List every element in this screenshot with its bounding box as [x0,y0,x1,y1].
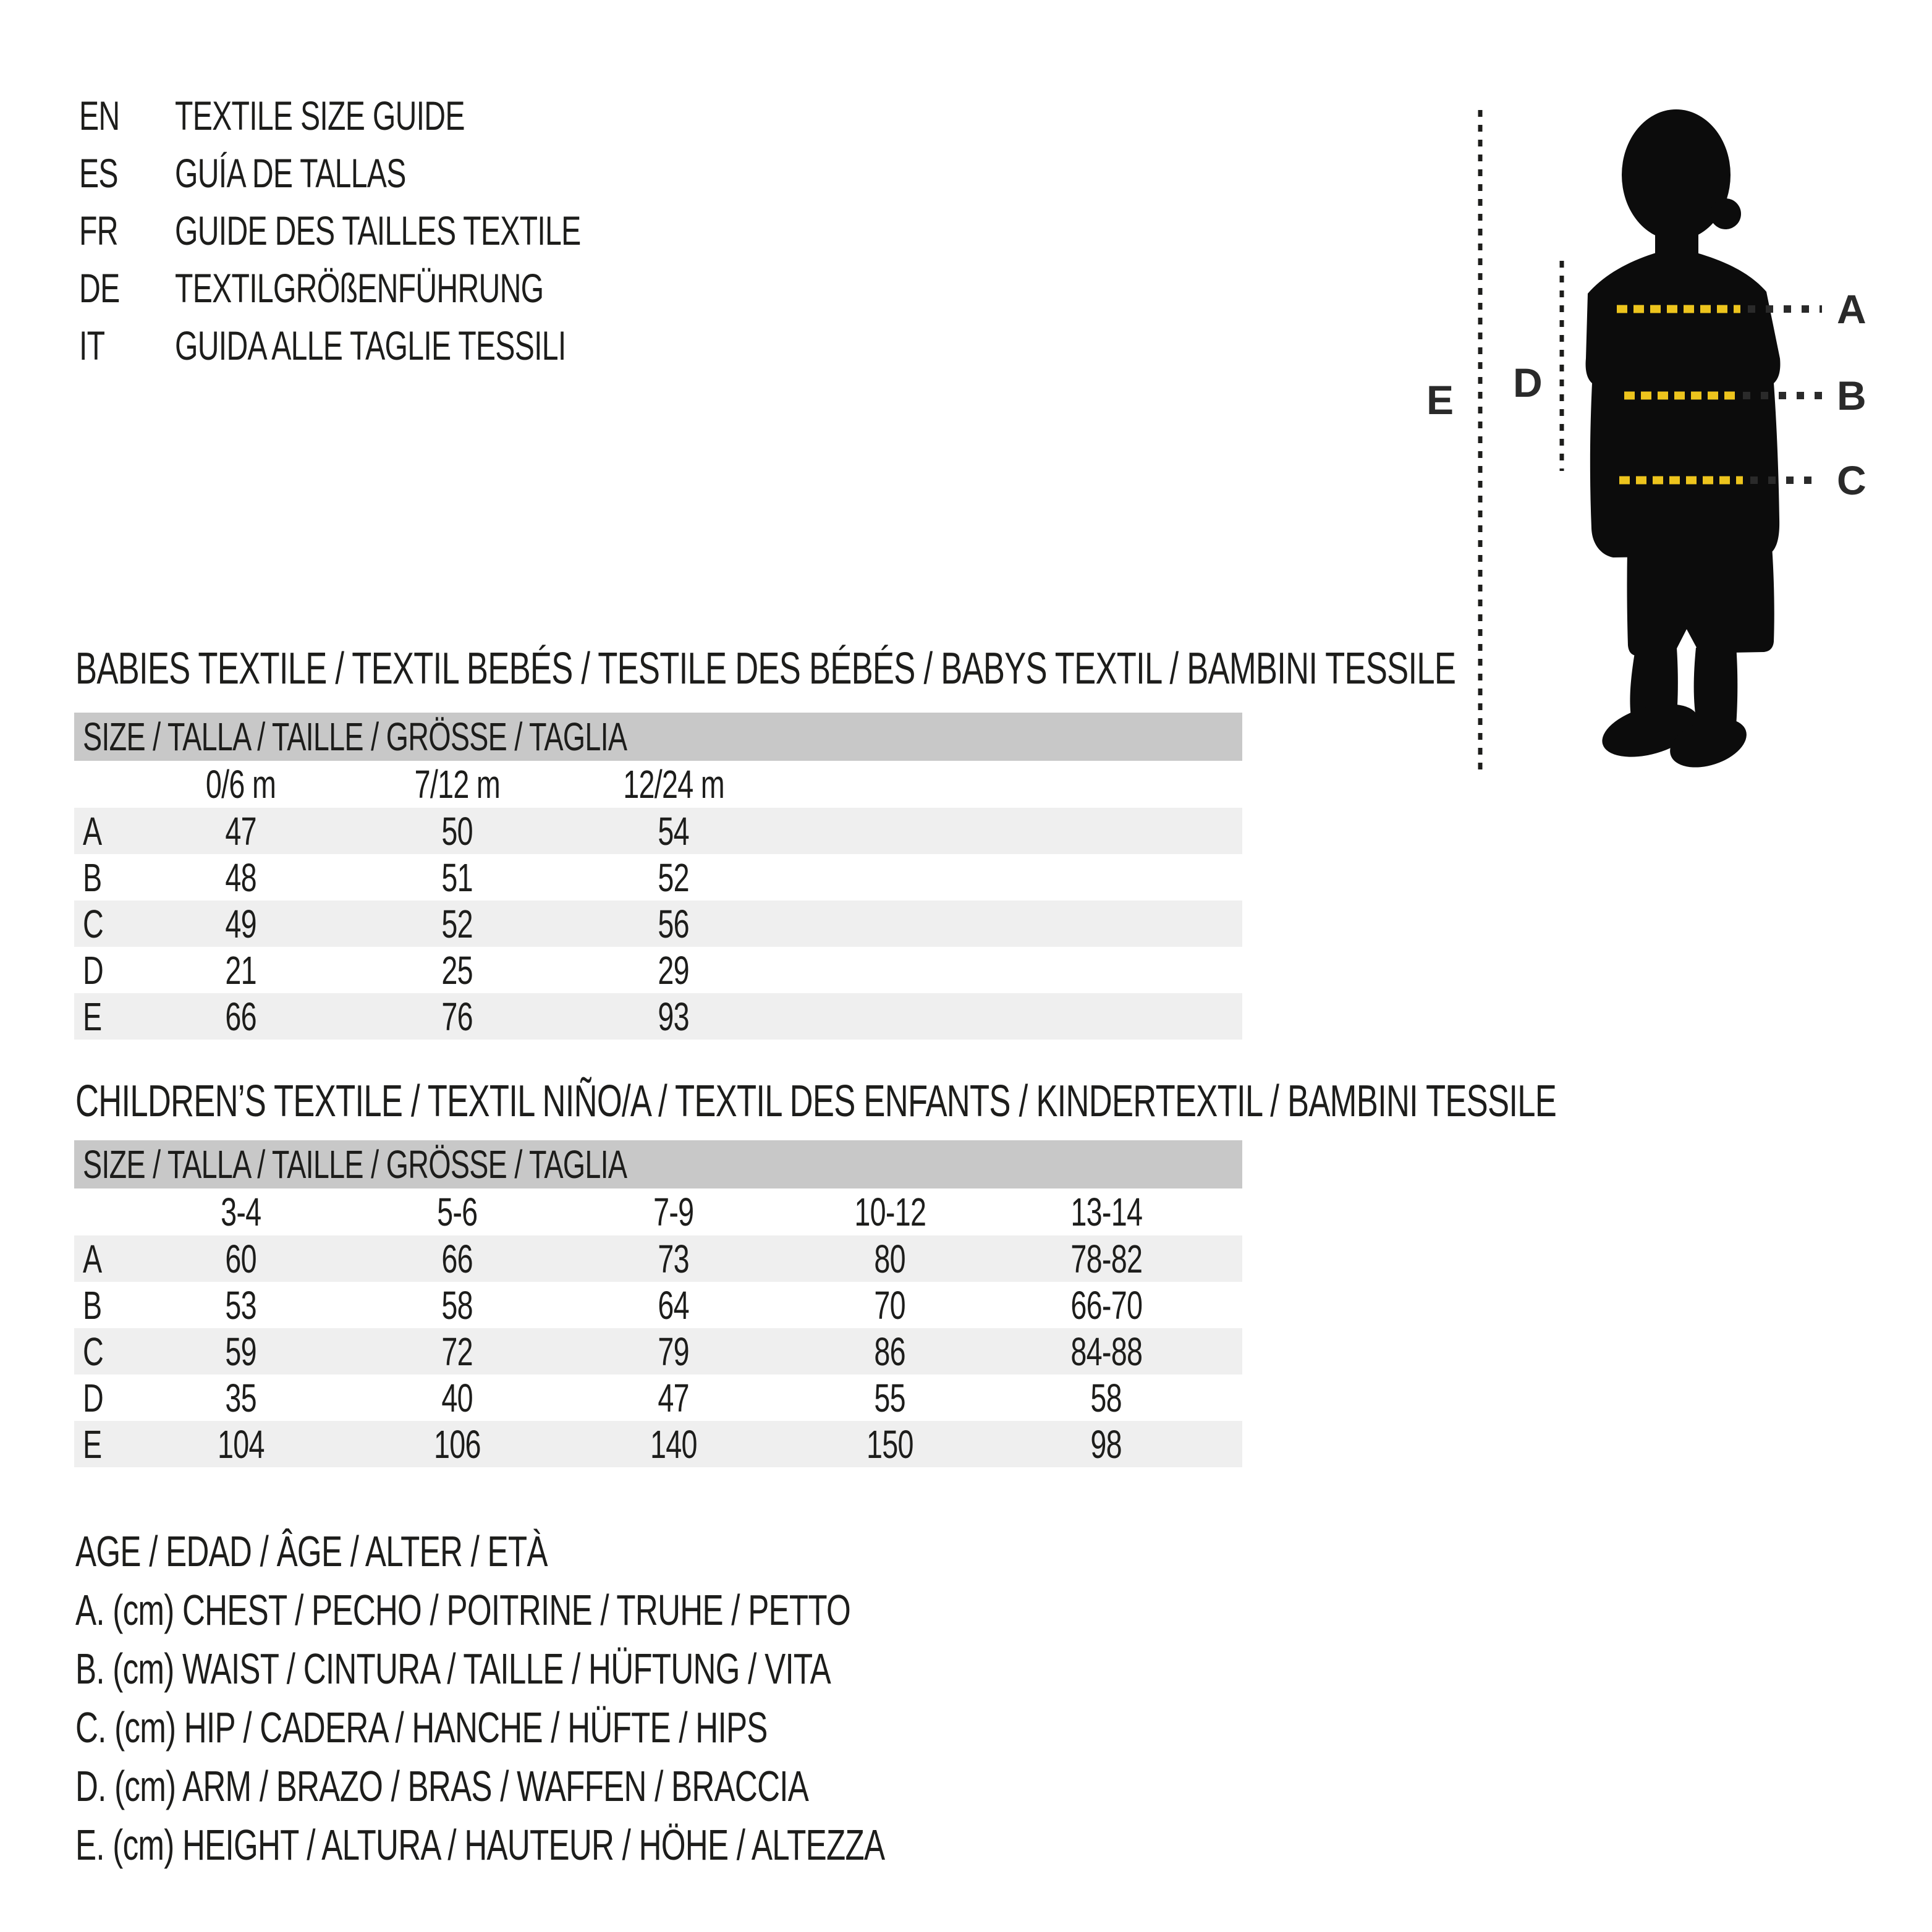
age-column-header: 12/24 m [623,762,724,807]
cell: 58 [1090,1375,1122,1420]
row-label: E [83,1421,102,1467]
cell: 84-88 [1070,1329,1142,1374]
table-row-d [74,1375,1242,1421]
language-row-fr [79,201,731,259]
cell: 55 [874,1375,906,1420]
row-label: E [83,994,102,1039]
cell: 98 [1090,1421,1122,1467]
children-section-title: CHILDREN’S TEXTILE / TEXTIL NIÑO/A / TEXTIL DES ENFANTS / KINDERTEXTIL / BAMBINI TESSILE [75,1077,1557,1126]
table-row-c [74,1328,1242,1375]
cell: 58 [441,1282,473,1328]
measurement-legend [75,1522,1184,1874]
cell: 66 [225,994,257,1039]
language-title: GUIDA ALLE TAGLIE TESSILI [175,322,566,368]
babies-age-header-row [74,761,1242,808]
measure-label-d: D [1513,360,1543,405]
language-row-it [79,316,731,374]
cell: 35 [225,1375,257,1420]
cell: 51 [441,855,473,900]
table-row-a [74,808,1242,854]
table-row-e [74,993,1242,1040]
age-column-header: 3-4 [221,1190,261,1234]
language-title: TEXTILGRÖßENFÜHRUNG [175,265,544,311]
cell: 140 [650,1421,697,1467]
legend-line-waist: B. (cm) WAIST / CINTURA / TAILLE / HÜFTUNG / VITA [75,1644,831,1693]
row-label: C [83,1329,104,1374]
cell: 25 [441,947,473,993]
language-code: ES [79,150,118,196]
age-column-header: 7/12 m [414,762,501,807]
babies-size-table [74,713,1242,1040]
language-row-es [79,144,731,201]
language-code: IT [79,322,105,368]
silhouette-torso [1586,252,1781,557]
cell: 73 [658,1236,690,1281]
language-list [79,87,731,374]
cell: 56 [658,901,690,946]
cell: 48 [225,855,257,900]
row-label: D [83,947,104,993]
silhouette-shorts [1627,523,1774,656]
table-row-d [74,947,1242,993]
cell: 29 [658,947,690,993]
cell: 72 [441,1329,473,1374]
legend-line-hip: C. (cm) HIP / CADERA / HANCHE / HÜFTE / HIPS [75,1703,768,1752]
children-size-table [74,1140,1242,1467]
cell: 150 [866,1421,913,1467]
table-row-e [74,1421,1242,1467]
language-code: DE [79,265,120,311]
child-silhouette-figure [1409,93,1904,810]
row-label: D [83,1375,104,1420]
table-row-a [74,1235,1242,1282]
language-title: GUIDE DES TAILLES TEXTILE [175,207,581,253]
children-age-header-row [74,1188,1242,1235]
measure-label-a: A [1837,286,1866,332]
language-row-en [79,87,731,144]
cell: 50 [441,808,473,854]
cell: 59 [225,1329,257,1374]
cell: 52 [441,901,473,946]
cell: 104 [218,1421,265,1467]
cell: 60 [225,1236,257,1281]
legend-line-arm: D. (cm) ARM / BRAZO / BRAS / WAFFEN / BRACCIA [75,1761,809,1810]
cell: 78-82 [1070,1236,1142,1281]
row-label: A [83,1236,102,1281]
language-title: TEXTILE SIZE GUIDE [175,92,465,138]
cell: 66-70 [1070,1282,1142,1328]
cell: 52 [658,855,690,900]
legend-line-height: E. (cm) HEIGHT / ALTURA / HAUTEUR / HÖHE / ALTEZZA [75,1820,885,1869]
measure-label-c: C [1837,457,1866,503]
row-label: B [83,855,102,900]
babies-size-header-bar: SIZE / TALLA / TAILLE / GRÖSSE / TAGLIA [74,713,1242,761]
cell: 79 [658,1329,690,1374]
age-column-header: 7-9 [653,1190,694,1234]
cell: 49 [225,901,257,946]
cell: 53 [225,1282,257,1328]
cell: 47 [658,1375,690,1420]
language-row-de [79,259,731,316]
age-column-header: 10-12 [854,1190,926,1234]
age-column-header: 5-6 [437,1190,478,1234]
row-label: A [83,808,102,854]
age-column-header: 0/6 m [206,762,276,807]
cell: 66 [441,1236,473,1281]
measure-label-e: E [1426,377,1454,423]
measure-label-b: B [1837,373,1866,418]
cell: 21 [225,947,257,993]
silhouette-ear [1710,198,1741,229]
table-row-b [74,1282,1242,1328]
cell: 86 [874,1329,906,1374]
language-code: EN [79,92,120,138]
legend-line-age: AGE / EDAD / ÂGE / ALTER / ETÀ [75,1527,548,1575]
cell: 80 [874,1236,906,1281]
babies-section-title: BABIES TEXTILE / TEXTIL BEBÉS / TESTILE DES BÉBÉS / BABYS TEXTIL / BAMBINI TESSILE [75,644,1456,693]
row-label: C [83,901,104,946]
legend-line-chest: A. (cm) CHEST / PECHO / POITRINE / TRUHE / PETTO [75,1585,850,1634]
cell: 70 [874,1282,906,1328]
cell: 106 [434,1421,481,1467]
cell: 40 [441,1375,473,1420]
table-row-b [74,854,1242,900]
table-row-c [74,900,1242,947]
language-code: FR [79,207,118,253]
cell: 47 [225,808,257,854]
cell: 93 [658,994,690,1039]
row-label: B [83,1282,102,1328]
age-column-header: 13-14 [1070,1190,1142,1234]
cell: 54 [658,808,690,854]
children-size-header-bar: SIZE / TALLA / TAILLE / GRÖSSE / TAGLIA [74,1140,1242,1188]
language-title: GUÍA DE TALLAS [175,150,406,196]
cell: 64 [658,1282,690,1328]
cell: 76 [441,994,473,1039]
